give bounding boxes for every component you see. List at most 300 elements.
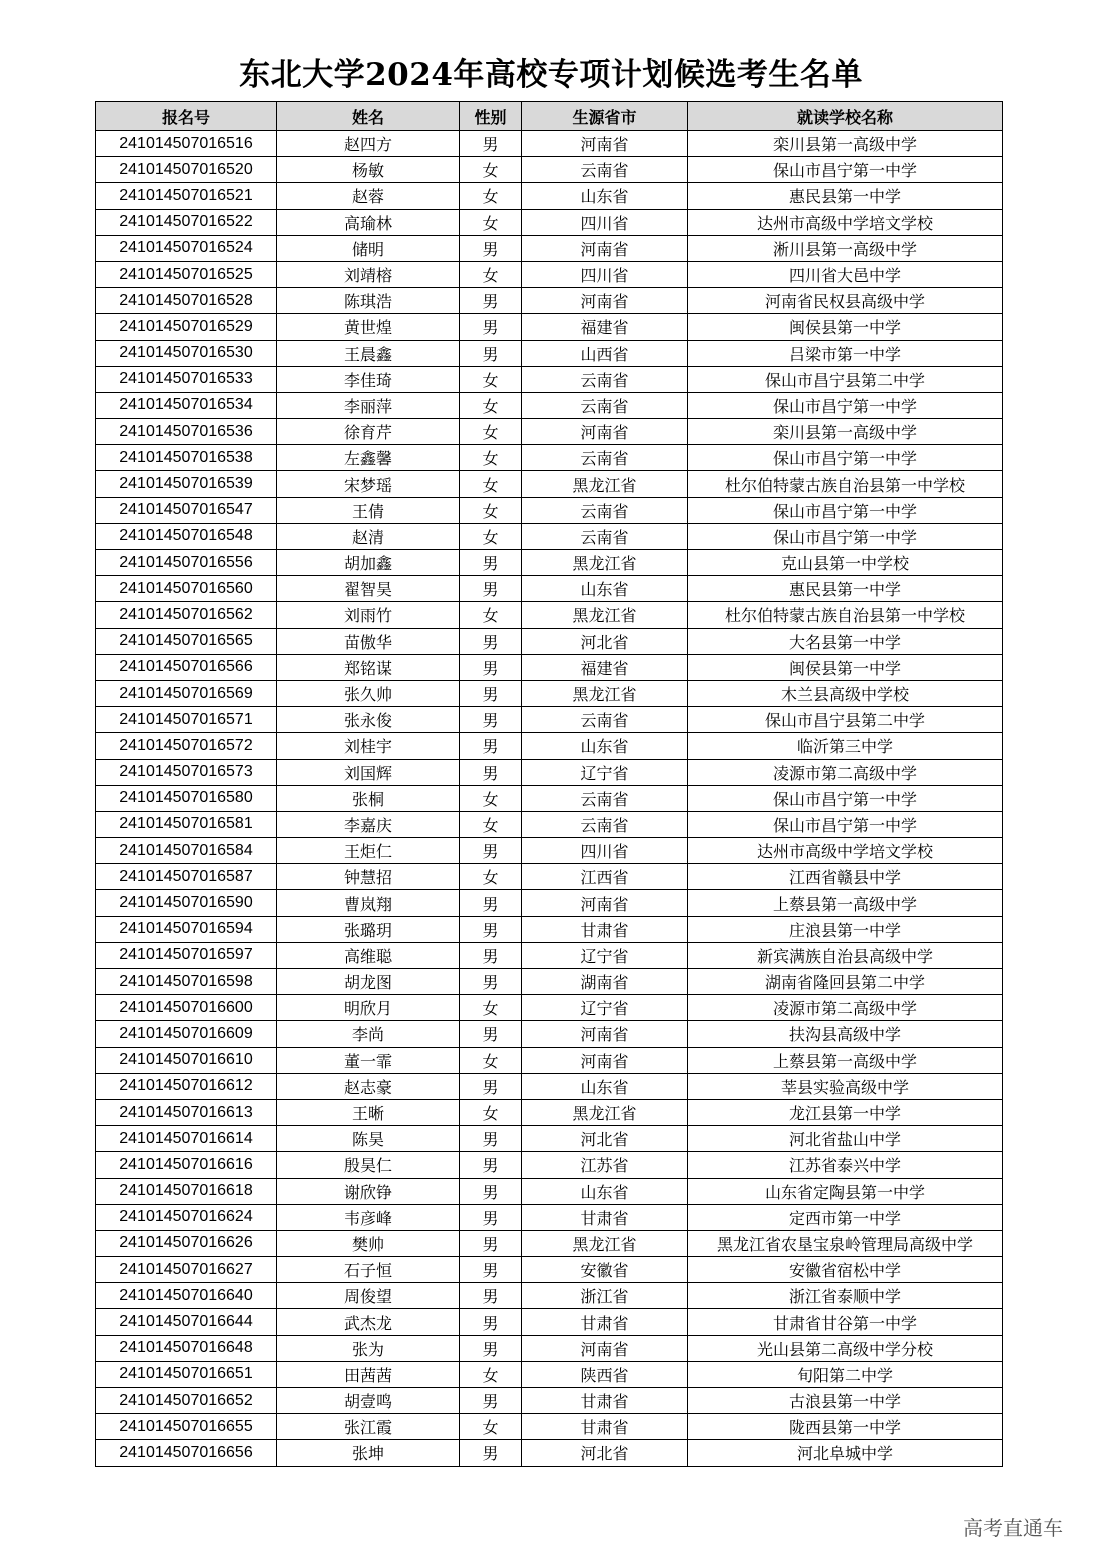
school-cell: 凌源市第二高级中学 — [688, 995, 1003, 1021]
school-cell: 栾川县第一高级中学 — [688, 419, 1003, 445]
table-row — [96, 890, 1003, 916]
name-cell: 张为 — [277, 1335, 460, 1361]
gender-cell: 男 — [460, 707, 522, 733]
registration-number-cell: 241014507016569 — [96, 680, 277, 706]
gender-cell: 男 — [460, 314, 522, 340]
registration-number-cell: 241014507016547 — [96, 497, 277, 523]
province-cell: 山东省 — [522, 1178, 688, 1204]
gender-cell: 男 — [460, 733, 522, 759]
table-row — [96, 550, 1003, 576]
school-cell: 陇西县第一中学 — [688, 1414, 1003, 1440]
gender-cell: 女 — [460, 419, 522, 445]
gender-cell: 女 — [460, 445, 522, 471]
school-cell: 闽侯县第一中学 — [688, 314, 1003, 340]
registration-number-cell: 241014507016656 — [96, 1440, 277, 1466]
registration-number-cell: 241014507016652 — [96, 1388, 277, 1414]
name-cell: 韦彦峰 — [277, 1204, 460, 1230]
table-row — [96, 916, 1003, 942]
registration-number-cell: 241014507016624 — [96, 1204, 277, 1230]
table-row — [96, 261, 1003, 287]
registration-number-cell: 241014507016524 — [96, 235, 277, 261]
registration-number-cell: 241014507016610 — [96, 1047, 277, 1073]
gender-cell: 男 — [460, 680, 522, 706]
school-cell: 龙江县第一中学 — [688, 1099, 1003, 1125]
province-cell: 河南省 — [522, 235, 688, 261]
registration-number-cell: 241014507016614 — [96, 1126, 277, 1152]
table-row — [96, 811, 1003, 837]
name-cell: 钟慧招 — [277, 864, 460, 890]
table-row — [96, 1335, 1003, 1361]
school-cell: 河北省盐山中学 — [688, 1126, 1003, 1152]
gender-cell: 女 — [460, 209, 522, 235]
province-cell: 黑龙江省 — [522, 680, 688, 706]
name-cell: 张久帅 — [277, 680, 460, 706]
name-cell: 王晨鑫 — [277, 340, 460, 366]
name-cell: 刘靖榕 — [277, 261, 460, 287]
name-cell: 储明 — [277, 235, 460, 261]
table-row — [96, 209, 1003, 235]
school-cell: 杜尔伯特蒙古族自治县第一中学校 — [688, 471, 1003, 497]
gender-cell: 男 — [460, 1204, 522, 1230]
name-cell: 张江霞 — [277, 1414, 460, 1440]
registration-number-cell: 241014507016618 — [96, 1178, 277, 1204]
province-cell: 浙江省 — [522, 1283, 688, 1309]
province-cell: 黑龙江省 — [522, 1230, 688, 1256]
province-cell: 河南省 — [522, 1047, 688, 1073]
registration-number-cell: 241014507016651 — [96, 1361, 277, 1387]
header-gender: 性别 — [460, 102, 522, 131]
registration-number-cell: 241014507016538 — [96, 445, 277, 471]
gender-cell: 男 — [460, 1152, 522, 1178]
province-cell: 河北省 — [522, 1126, 688, 1152]
registration-number-cell: 241014507016525 — [96, 261, 277, 287]
province-cell: 山西省 — [522, 340, 688, 366]
province-cell: 云南省 — [522, 392, 688, 418]
province-cell: 四川省 — [522, 261, 688, 287]
province-cell: 辽宁省 — [522, 759, 688, 785]
gender-cell: 男 — [460, 1021, 522, 1047]
gender-cell: 男 — [460, 628, 522, 654]
registration-number-cell: 241014507016533 — [96, 366, 277, 392]
table-body — [96, 131, 1003, 1467]
school-cell: 四川省大邑中学 — [688, 261, 1003, 287]
table-row — [96, 1021, 1003, 1047]
registration-number-cell: 241014507016648 — [96, 1335, 277, 1361]
province-cell: 山东省 — [522, 733, 688, 759]
name-cell: 石子恒 — [277, 1257, 460, 1283]
province-cell: 辽宁省 — [522, 942, 688, 968]
school-cell: 甘肃省甘谷第一中学 — [688, 1309, 1003, 1335]
name-cell: 谢欣铮 — [277, 1178, 460, 1204]
registration-number-cell: 241014507016529 — [96, 314, 277, 340]
table-row — [96, 366, 1003, 392]
table-row — [96, 1388, 1003, 1414]
gender-cell: 男 — [460, 288, 522, 314]
registration-number-cell: 241014507016594 — [96, 916, 277, 942]
name-cell: 赵四方 — [277, 131, 460, 157]
school-cell: 栾川县第一高级中学 — [688, 131, 1003, 157]
school-cell: 杜尔伯特蒙古族自治县第一中学校 — [688, 602, 1003, 628]
school-cell: 保山市昌宁第一中学 — [688, 523, 1003, 549]
gender-cell: 男 — [460, 1335, 522, 1361]
gender-cell: 女 — [460, 157, 522, 183]
table-row — [96, 838, 1003, 864]
header-name: 姓名 — [277, 102, 460, 131]
table-row — [96, 864, 1003, 890]
registration-number-cell: 241014507016560 — [96, 576, 277, 602]
gender-cell: 女 — [460, 497, 522, 523]
name-cell: 张璐玥 — [277, 916, 460, 942]
gender-cell: 男 — [460, 838, 522, 864]
province-cell: 福建省 — [522, 314, 688, 340]
name-cell: 周俊望 — [277, 1283, 460, 1309]
table-row — [96, 733, 1003, 759]
name-cell: 高瑜林 — [277, 209, 460, 235]
registration-number-cell: 241014507016581 — [96, 811, 277, 837]
name-cell: 刘雨竹 — [277, 602, 460, 628]
registration-number-cell: 241014507016539 — [96, 471, 277, 497]
table-row — [96, 1099, 1003, 1125]
school-cell: 达州市高级中学培文学校 — [688, 209, 1003, 235]
gender-cell: 女 — [460, 1414, 522, 1440]
registration-number-cell: 241014507016548 — [96, 523, 277, 549]
province-cell: 黑龙江省 — [522, 1099, 688, 1125]
registration-number-cell: 241014507016590 — [96, 890, 277, 916]
gender-cell: 男 — [460, 1230, 522, 1256]
table-row — [96, 969, 1003, 995]
province-cell: 云南省 — [522, 707, 688, 733]
table-header-row — [96, 102, 1003, 131]
school-cell: 保山市昌宁县第二中学 — [688, 366, 1003, 392]
table-row — [96, 314, 1003, 340]
registration-number-cell: 241014507016520 — [96, 157, 277, 183]
table-row — [96, 1126, 1003, 1152]
gender-cell: 男 — [460, 1309, 522, 1335]
name-cell: 杨敏 — [277, 157, 460, 183]
school-cell: 浙江省泰顺中学 — [688, 1283, 1003, 1309]
school-cell: 光山县第二高级中学分校 — [688, 1335, 1003, 1361]
province-cell: 安徽省 — [522, 1257, 688, 1283]
province-cell: 甘肃省 — [522, 1414, 688, 1440]
registration-number-cell: 241014507016655 — [96, 1414, 277, 1440]
school-cell: 上蔡县第一高级中学 — [688, 1047, 1003, 1073]
school-cell: 惠民县第一中学 — [688, 576, 1003, 602]
name-cell: 曹岚翔 — [277, 890, 460, 916]
name-cell: 李尚 — [277, 1021, 460, 1047]
province-cell: 四川省 — [522, 209, 688, 235]
school-cell: 古浪县第一中学 — [688, 1388, 1003, 1414]
name-cell: 刘桂宇 — [277, 733, 460, 759]
school-cell: 河南省民权县高级中学 — [688, 288, 1003, 314]
registration-number-cell: 241014507016644 — [96, 1309, 277, 1335]
school-cell: 保山市昌宁第一中学 — [688, 392, 1003, 418]
table-row — [96, 942, 1003, 968]
table-row — [96, 131, 1003, 157]
table-row — [96, 1152, 1003, 1178]
table-row — [96, 1047, 1003, 1073]
registration-number-cell: 241014507016640 — [96, 1283, 277, 1309]
province-cell: 云南省 — [522, 811, 688, 837]
school-cell: 保山市昌宁第一中学 — [688, 497, 1003, 523]
name-cell: 宋梦瑶 — [277, 471, 460, 497]
province-cell: 河南省 — [522, 890, 688, 916]
table-row — [96, 707, 1003, 733]
table-row — [96, 1230, 1003, 1256]
province-cell: 河南省 — [522, 419, 688, 445]
gender-cell: 女 — [460, 183, 522, 209]
province-cell: 云南省 — [522, 445, 688, 471]
gender-cell: 男 — [460, 550, 522, 576]
gender-cell: 男 — [460, 969, 522, 995]
name-cell: 陈昊 — [277, 1126, 460, 1152]
province-cell: 河北省 — [522, 628, 688, 654]
header-registration-number: 报名号 — [96, 102, 277, 131]
province-cell: 陕西省 — [522, 1361, 688, 1387]
table-row — [96, 288, 1003, 314]
province-cell: 河南省 — [522, 1335, 688, 1361]
registration-number-cell: 241014507016580 — [96, 785, 277, 811]
gender-cell: 女 — [460, 995, 522, 1021]
gender-cell: 男 — [460, 759, 522, 785]
registration-number-cell: 241014507016562 — [96, 602, 277, 628]
registration-number-cell: 241014507016626 — [96, 1230, 277, 1256]
school-cell: 保山市昌宁县第二中学 — [688, 707, 1003, 733]
province-cell: 山东省 — [522, 183, 688, 209]
name-cell: 胡龙图 — [277, 969, 460, 995]
registration-number-cell: 241014507016600 — [96, 995, 277, 1021]
province-cell: 辽宁省 — [522, 995, 688, 1021]
table-row — [96, 235, 1003, 261]
school-cell: 庄浪县第一中学 — [688, 916, 1003, 942]
province-cell: 甘肃省 — [522, 1309, 688, 1335]
school-cell: 江西省赣县中学 — [688, 864, 1003, 890]
registration-number-cell: 241014507016565 — [96, 628, 277, 654]
table-row — [96, 1178, 1003, 1204]
table-row — [96, 576, 1003, 602]
gender-cell: 男 — [460, 340, 522, 366]
table-row — [96, 1073, 1003, 1099]
gender-cell: 男 — [460, 1388, 522, 1414]
table-row — [96, 340, 1003, 366]
table-row — [96, 628, 1003, 654]
province-cell: 黑龙江省 — [522, 471, 688, 497]
school-cell: 闽侯县第一中学 — [688, 654, 1003, 680]
province-cell: 甘肃省 — [522, 1204, 688, 1230]
name-cell: 黄世煌 — [277, 314, 460, 340]
registration-number-cell: 241014507016612 — [96, 1073, 277, 1099]
table-row — [96, 1283, 1003, 1309]
province-cell: 福建省 — [522, 654, 688, 680]
gender-cell: 男 — [460, 1178, 522, 1204]
school-cell: 莘县实验高级中学 — [688, 1073, 1003, 1099]
registration-number-cell: 241014507016521 — [96, 183, 277, 209]
school-cell: 定西市第一中学 — [688, 1204, 1003, 1230]
registration-number-cell: 241014507016572 — [96, 733, 277, 759]
province-cell: 江苏省 — [522, 1152, 688, 1178]
gender-cell: 男 — [460, 1126, 522, 1152]
gender-cell: 女 — [460, 1099, 522, 1125]
province-cell: 山东省 — [522, 1073, 688, 1099]
province-cell: 河南省 — [522, 1021, 688, 1047]
table-row — [96, 392, 1003, 418]
table-row — [96, 759, 1003, 785]
name-cell: 李佳琦 — [277, 366, 460, 392]
gender-cell: 男 — [460, 1257, 522, 1283]
table-row — [96, 654, 1003, 680]
school-cell: 达州市高级中学培文学校 — [688, 838, 1003, 864]
gender-cell: 女 — [460, 261, 522, 287]
name-cell: 苗傲华 — [277, 628, 460, 654]
province-cell: 黑龙江省 — [522, 602, 688, 628]
school-cell: 保山市昌宁第一中学 — [688, 445, 1003, 471]
table-row — [96, 680, 1003, 706]
registration-number-cell: 241014507016536 — [96, 419, 277, 445]
name-cell: 左鑫馨 — [277, 445, 460, 471]
gender-cell: 女 — [460, 1047, 522, 1073]
gender-cell: 男 — [460, 235, 522, 261]
name-cell: 赵清 — [277, 523, 460, 549]
name-cell: 赵蓉 — [277, 183, 460, 209]
gender-cell: 男 — [460, 1073, 522, 1099]
name-cell: 张桐 — [277, 785, 460, 811]
name-cell: 胡壹鸣 — [277, 1388, 460, 1414]
gender-cell: 男 — [460, 654, 522, 680]
school-cell: 上蔡县第一高级中学 — [688, 890, 1003, 916]
registration-number-cell: 241014507016598 — [96, 969, 277, 995]
registration-number-cell: 241014507016566 — [96, 654, 277, 680]
gender-cell: 女 — [460, 1361, 522, 1387]
table-row — [96, 1414, 1003, 1440]
gender-cell: 男 — [460, 890, 522, 916]
table-row — [96, 497, 1003, 523]
school-cell: 大名县第一中学 — [688, 628, 1003, 654]
registration-number-cell: 241014507016616 — [96, 1152, 277, 1178]
province-cell: 黑龙江省 — [522, 550, 688, 576]
gender-cell: 男 — [460, 916, 522, 942]
name-cell: 郑铭谋 — [277, 654, 460, 680]
table-row — [96, 1309, 1003, 1335]
header-school: 就读学校名称 — [688, 102, 1003, 131]
province-cell: 甘肃省 — [522, 1388, 688, 1414]
school-cell: 新宾满族自治县高级中学 — [688, 942, 1003, 968]
gender-cell: 男 — [460, 576, 522, 602]
school-cell: 惠民县第一中学 — [688, 183, 1003, 209]
name-cell: 殷昊仁 — [277, 1152, 460, 1178]
name-cell: 胡加鑫 — [277, 550, 460, 576]
school-cell: 凌源市第二高级中学 — [688, 759, 1003, 785]
registration-number-cell: 241014507016584 — [96, 838, 277, 864]
gender-cell: 女 — [460, 864, 522, 890]
table-row — [96, 1204, 1003, 1230]
province-cell: 四川省 — [522, 838, 688, 864]
registration-number-cell: 241014507016534 — [96, 392, 277, 418]
registration-number-cell: 241014507016597 — [96, 942, 277, 968]
name-cell: 张永俊 — [277, 707, 460, 733]
school-cell: 湖南省隆回县第二中学 — [688, 969, 1003, 995]
gender-cell: 男 — [460, 1440, 522, 1466]
school-cell: 江苏省泰兴中学 — [688, 1152, 1003, 1178]
school-cell: 保山市昌宁第一中学 — [688, 785, 1003, 811]
table-row — [96, 419, 1003, 445]
gender-cell: 女 — [460, 366, 522, 392]
gender-cell: 女 — [460, 523, 522, 549]
table-row — [96, 1440, 1003, 1466]
province-cell: 河南省 — [522, 131, 688, 157]
school-cell: 旬阳第二中学 — [688, 1361, 1003, 1387]
page-title: 东北大学2024年高校专项计划候选考生名单 — [239, 57, 863, 93]
name-cell: 刘国辉 — [277, 759, 460, 785]
name-cell: 王炬仁 — [277, 838, 460, 864]
name-cell: 田茜茜 — [277, 1361, 460, 1387]
province-cell: 云南省 — [522, 157, 688, 183]
name-cell: 赵志豪 — [277, 1073, 460, 1099]
gender-cell: 女 — [460, 811, 522, 837]
gender-cell: 女 — [460, 785, 522, 811]
table-row — [96, 1361, 1003, 1387]
registration-number-cell: 241014507016556 — [96, 550, 277, 576]
gender-cell: 男 — [460, 131, 522, 157]
table-row — [96, 157, 1003, 183]
table-row — [96, 995, 1003, 1021]
registration-number-cell: 241014507016573 — [96, 759, 277, 785]
name-cell: 徐育芹 — [277, 419, 460, 445]
name-cell: 武杰龙 — [277, 1309, 460, 1335]
name-cell: 王晰 — [277, 1099, 460, 1125]
header-province: 生源省市 — [522, 102, 688, 131]
school-cell: 临沂第三中学 — [688, 733, 1003, 759]
registration-number-cell: 241014507016571 — [96, 707, 277, 733]
registration-number-cell: 241014507016516 — [96, 131, 277, 157]
registration-number-cell: 241014507016627 — [96, 1257, 277, 1283]
watermark: 高考直通车 — [963, 1516, 1063, 1540]
gender-cell: 女 — [460, 471, 522, 497]
province-cell: 云南省 — [522, 497, 688, 523]
school-cell: 保山市昌宁第一中学 — [688, 157, 1003, 183]
table-row — [96, 445, 1003, 471]
school-cell: 木兰县高级中学校 — [688, 680, 1003, 706]
name-cell: 陈琪浩 — [277, 288, 460, 314]
table-row — [96, 471, 1003, 497]
school-cell: 克山县第一中学校 — [688, 550, 1003, 576]
table-row — [96, 523, 1003, 549]
province-cell: 山东省 — [522, 576, 688, 602]
candidate-table — [95, 101, 1003, 1467]
table-row — [96, 183, 1003, 209]
province-cell: 甘肃省 — [522, 916, 688, 942]
school-cell: 保山市昌宁第一中学 — [688, 811, 1003, 837]
school-cell: 黑龙江省农垦宝泉岭管理局高级中学 — [688, 1230, 1003, 1256]
name-cell: 董一霏 — [277, 1047, 460, 1073]
registration-number-cell: 241014507016528 — [96, 288, 277, 314]
gender-cell: 男 — [460, 942, 522, 968]
gender-cell: 男 — [460, 1283, 522, 1309]
table-row — [96, 602, 1003, 628]
school-cell: 河北阜城中学 — [688, 1440, 1003, 1466]
name-cell: 王倩 — [277, 497, 460, 523]
province-cell: 河南省 — [522, 288, 688, 314]
name-cell: 李丽萍 — [277, 392, 460, 418]
table-row — [96, 785, 1003, 811]
name-cell: 高维聪 — [277, 942, 460, 968]
name-cell: 李嘉庆 — [277, 811, 460, 837]
registration-number-cell: 241014507016609 — [96, 1021, 277, 1047]
province-cell: 云南省 — [522, 785, 688, 811]
name-cell: 樊帅 — [277, 1230, 460, 1256]
gender-cell: 女 — [460, 392, 522, 418]
name-cell: 翟智昊 — [277, 576, 460, 602]
table-row — [96, 1257, 1003, 1283]
name-cell: 张坤 — [277, 1440, 460, 1466]
